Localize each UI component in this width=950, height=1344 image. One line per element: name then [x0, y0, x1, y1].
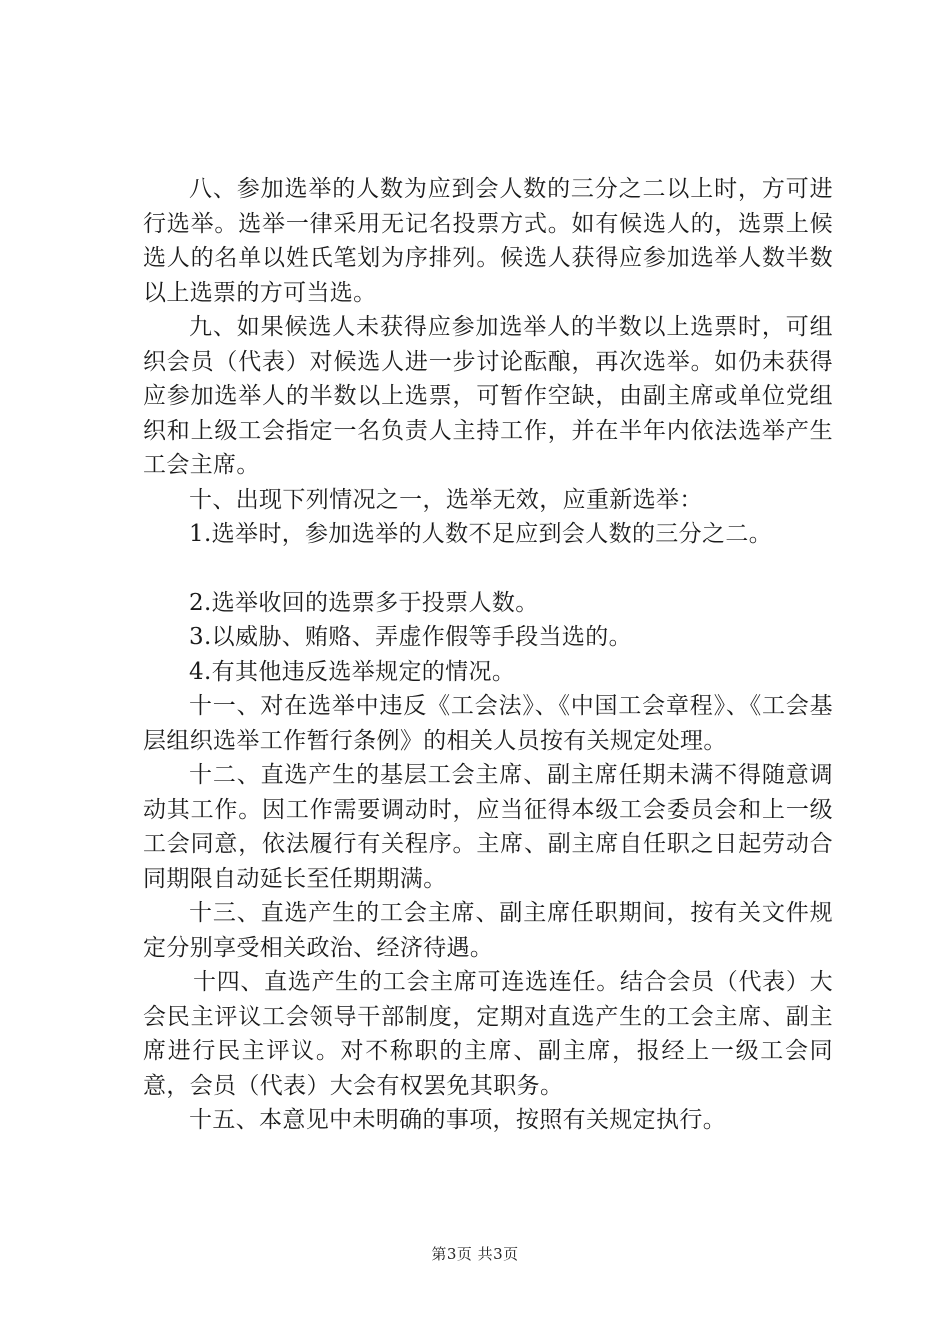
paragraph-8: 八、参加选举的人数为应到会人数的三分之二以上时，方可进行选举。选举一律采用无记名投票方式。如有候选人的，选票上候选人的名单以姓氏笔划为序排列。候选人获得应参加选举人数半数以上选票的方可当选。: [143, 176, 833, 306]
paragraph-10: 十、出现下列情况之一，选举无效，应重新选举：: [189, 486, 703, 513]
paragraph-12: 十二、直选产生的基层工会主席、副主席任期未满不得随意调动其工作。因工作需要调动时，应当征得本级工会委员会和上一级工会同意，依法履行有关程序。主席、副主席自任职之日起劳动合同期限自动延长至任期期满。: [143, 762, 833, 892]
paragraph-11: 十一、对在选举中违反《工会法》、《中国工会章程》、《工会基层组织选举工作暂行条例》的相关人员按有关规定处理。: [143, 693, 833, 754]
paragraph-14: 十四、直选产生的工会主席可连选连任。结合会员（代表）大会民主评议工会领导干部制度，定期对直选产生的工会主席、副主席进行民主评议。对不称职的主席、副主席，报经上一级工会同意，会员（代表）大会有权罢免其职务。: [143, 969, 833, 1099]
paragraph-9: 九、如果候选人未获得应参加选举人的半数以上选票时，可组织会员（代表）对候选人进一步讨论酝酿，再次选举。如仍未获得应参加选举人的半数以上选票，可暂作空缺，由副主席或单位党组织和上级工会指定一名负责人主持工作，并在半年内依法选举产生工会主席。: [143, 314, 833, 478]
list-item-3: 3.以威胁、贿赂、弄虚作假等手段当选的。: [189, 624, 632, 650]
list-item-4: 4.有其他违反选举规定的情况。: [189, 658, 516, 685]
list-item-1: 1.选举时，参加选举的人数不足应到会人数的三分之二。: [189, 521, 773, 547]
document-body: [143, 172, 833, 1138]
list-item-2: 2.选举收回的选票多于投票人数。: [189, 589, 539, 616]
paragraph-13: 十三、直选产生的工会主席、副主席任职期间，按有关文件规定分别享受相关政治、经济待遇。: [143, 900, 833, 961]
page-footer: 第3页 共3页: [431, 1245, 519, 1263]
paragraph-15: 十五、本意见中未明确的事项，按照有关规定执行。: [189, 1107, 727, 1133]
